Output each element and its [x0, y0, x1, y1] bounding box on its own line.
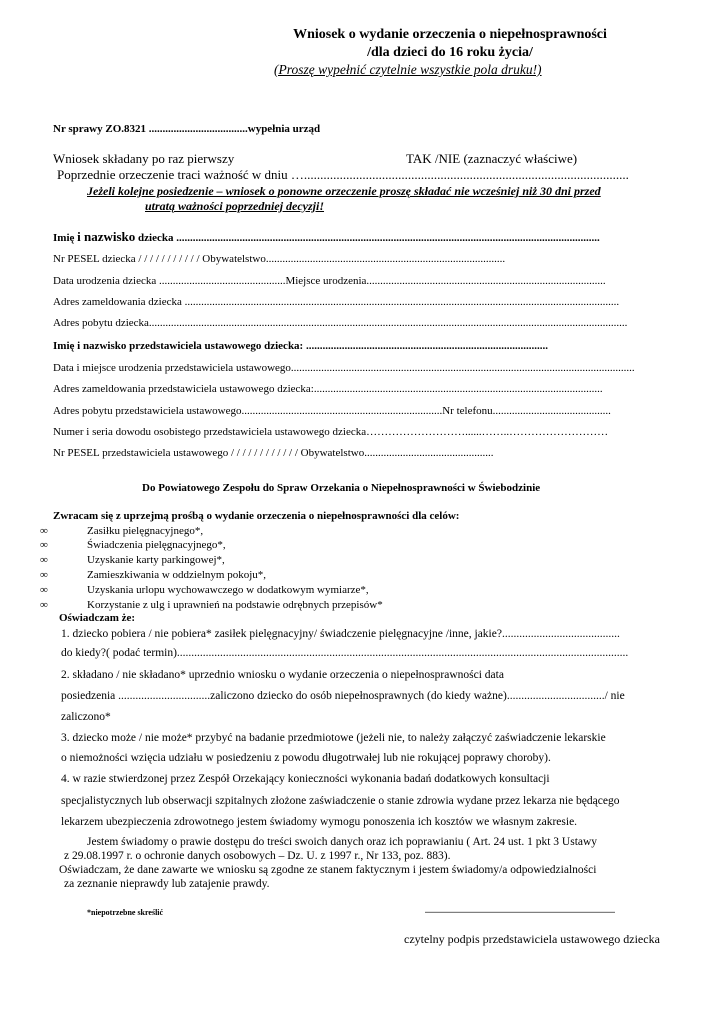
addressee: Do Powiatowego Zespołu do Spraw Orzekania o Niepełnosprawności w Świebodzinie [142, 482, 541, 494]
form-subtitle: (Proszę wypełnić czytelnie wszystkie pola druku!) [274, 62, 542, 77]
guardian-residence-address-field[interactable]: Adres pobytu przedstawiciela ustawowego.........................................................................Nr telefonu........................................... [53, 405, 611, 417]
guardian-name-field[interactable] [53, 340, 548, 352]
declaration-2-line-3: zaliczono* [61, 711, 111, 723]
guardian-name-dots: ........................................................................................ [303, 340, 548, 352]
purpose-item[interactable] [40, 525, 204, 537]
child-name-prefix: Imię [53, 232, 78, 244]
declaration-3-line-2: o niemożności wzięcia udziału w posiedzeniu z powodu długotrwałej lub nie rokującej poprawy choroby). [61, 752, 551, 764]
legal-line-3: Oświadczam, że dane zawarte we wniosku są zgodne ze stanem faktycznym i jestem świadomy/a odpowiedzialności [59, 864, 597, 876]
declarations-heading: Oświadczam że: [59, 612, 136, 624]
first-request-label: Wniosek składany po raz pierwszy [53, 151, 235, 166]
purpose-item[interactable] [40, 539, 226, 551]
purpose-label: Zasiłku pielęgnacyjnego*, [87, 525, 204, 537]
purposes-intro: Zwracam się z uprzejmą prośbą o wydanie orzeczenia o niepełnosprawności dla celów: [53, 510, 460, 522]
bullet-symbol: ∞ [40, 554, 48, 566]
warning-line-1: Jeżeli kolejne posiedzenie – wniosek o ponowne orzeczenie proszę składać nie wcześniej niż 30 dni przed [87, 184, 601, 198]
form-title: Wniosek o wydanie orzeczenia o niepełnosprawności [293, 27, 607, 42]
legal-line-4: za zeznanie nieprawdy lub zatajenie prawdy. [64, 878, 270, 890]
child-registered-address-field[interactable]: Adres zameldowania dziecka .............................................................................................................................................................. [53, 296, 620, 308]
bullet-symbol: ∞ [40, 539, 48, 551]
legal-line-2: z 29.08.1997 r. o ochronie danych osobowych – Dz. U. z 1997 r., Nr 133, poz. 883). [64, 850, 451, 862]
guardian-birth-field[interactable]: Data i miejsce urodzenia przedstawiciela ustawowego............................................................................................................................. [53, 362, 635, 374]
case-number: Nr sprawy ZO.8321 ....................................wypełnia urząd [53, 123, 321, 135]
signature-line[interactable]: ............................................................................................... [425, 906, 615, 915]
purpose-label: Uzyskanie karty parkingowej*, [87, 554, 225, 566]
guardian-pesel-field[interactable]: Nr PESEL przedstawiciela ustawowego / / / / / / / / / / / / Obywatelstwo............................................... [53, 447, 494, 459]
declaration-4-line-1: 4. w razie stwierdzonej przez Zespół Orzekający konieczności wykonania badań dodatkowych konsultacji [61, 773, 550, 785]
warning-line-2: utratą ważności poprzedniej decyzji! [145, 199, 325, 213]
first-request-options[interactable]: TAK /NIE (zaznaczyć właściwe) [406, 151, 578, 166]
declaration-4-line-3: lekarzem ubezpieczenia zdrowotnego jestem świadomy wymogu ponoszenia ich kosztów we własnym zakresie. [61, 816, 578, 828]
signature-label: czytelny podpis przedstawiciela ustawowego dziecka [404, 932, 660, 946]
guardian-id-document-field[interactable]: Numer i seria dowodu osobistego przedstawiciela ustawowego dziecka………………………......……..……………………… [53, 426, 609, 438]
form-title-age: /dla dzieci do 16 roku życia/ [367, 45, 533, 60]
child-name-field[interactable] [53, 229, 600, 245]
legal-line-1: Jestem świadomy o prawie dostępu do treści swoich danych oraz ich poprawianiu ( Art. 24 ust. 1 pkt 3 Ustawy [87, 836, 598, 848]
strike-note: *niepotrzebne skreślić [87, 908, 164, 917]
purpose-item[interactable] [40, 584, 369, 596]
bullet-symbol: ∞ [40, 599, 48, 611]
child-name-dots: dziecka .......................................................................................................................................................... [135, 232, 600, 244]
child-birth-field[interactable]: Data urodzenia dziecka ..............................................Miejsce urodzenia....................................................................................... [53, 275, 606, 287]
guardian-registered-address-field[interactable]: Adres zameldowania przedstawiciela ustawowego dziecka:......................................................................................................... [53, 383, 603, 395]
guardian-name-label: Imię i nazwisko przedstawiciela ustawowego dziecka: [53, 340, 304, 352]
purpose-label: Korzystanie z ulg i uprawnień na podstawie odrębnych przepisów* [87, 599, 383, 611]
declaration-3-line-1[interactable]: 3. dziecko może / nie może* przybyć na badanie przedmiotowe (jeżeli nie, to należy załączyć zaświadczenie lekarskie [61, 732, 606, 744]
purpose-label: Zamieszkiwania w oddzielnym pokoju*, [87, 569, 267, 581]
child-residence-address-field[interactable]: Adres pobytu dziecka.............................................................................................................................................................................. [53, 317, 628, 329]
declaration-2-line-1[interactable]: 2. składano / nie składano* uprzednio wniosku o wydanie orzeczenia o niepełnosprawności data [61, 669, 504, 681]
purpose-label: Uzyskania urlopu wychowawczego w dodatkowym wymiarze*, [87, 584, 369, 596]
bullet-symbol: ∞ [40, 569, 48, 581]
purpose-item[interactable] [40, 569, 267, 581]
purpose-item[interactable] [40, 599, 383, 611]
declaration-1-line-1[interactable]: 1. dziecko pobiera / nie pobiera* zasiłek pielęgnacyjny/ świadczenie pielęgnacyjne /inne, jakie?......................................... [61, 628, 620, 640]
bullet-symbol: ∞ [40, 584, 48, 596]
previous-decision-field[interactable]: Poprzednie orzeczenie traci ważność w dniu ….................................................................................................... [57, 167, 629, 182]
declaration-2-line-2[interactable]: posiedzenia ................................zaliczono dziecko do osób niepełnosprawnych (do kiedy ważne)................................../ nie [61, 690, 625, 702]
bullet-symbol: ∞ [40, 525, 48, 537]
child-name-emphasis: i nazwisko [77, 229, 136, 244]
child-pesel-field[interactable]: Nr PESEL dziecka / / / / / / / / / / / Obywatelstwo....................................................................................... [53, 253, 506, 265]
purpose-item[interactable] [40, 554, 225, 566]
declaration-4-line-2: specjalistycznych lub obserwacji szpitalnych złożone zaświadczenie o stanie zdrowia wydane przez lekarza nie będącego [61, 795, 620, 807]
declaration-1-line-2[interactable]: do kiedy?( podać termin)............................................................................................................................................................. [61, 647, 629, 659]
purpose-label: Świadczenia pielęgnacyjnego*, [87, 539, 226, 551]
